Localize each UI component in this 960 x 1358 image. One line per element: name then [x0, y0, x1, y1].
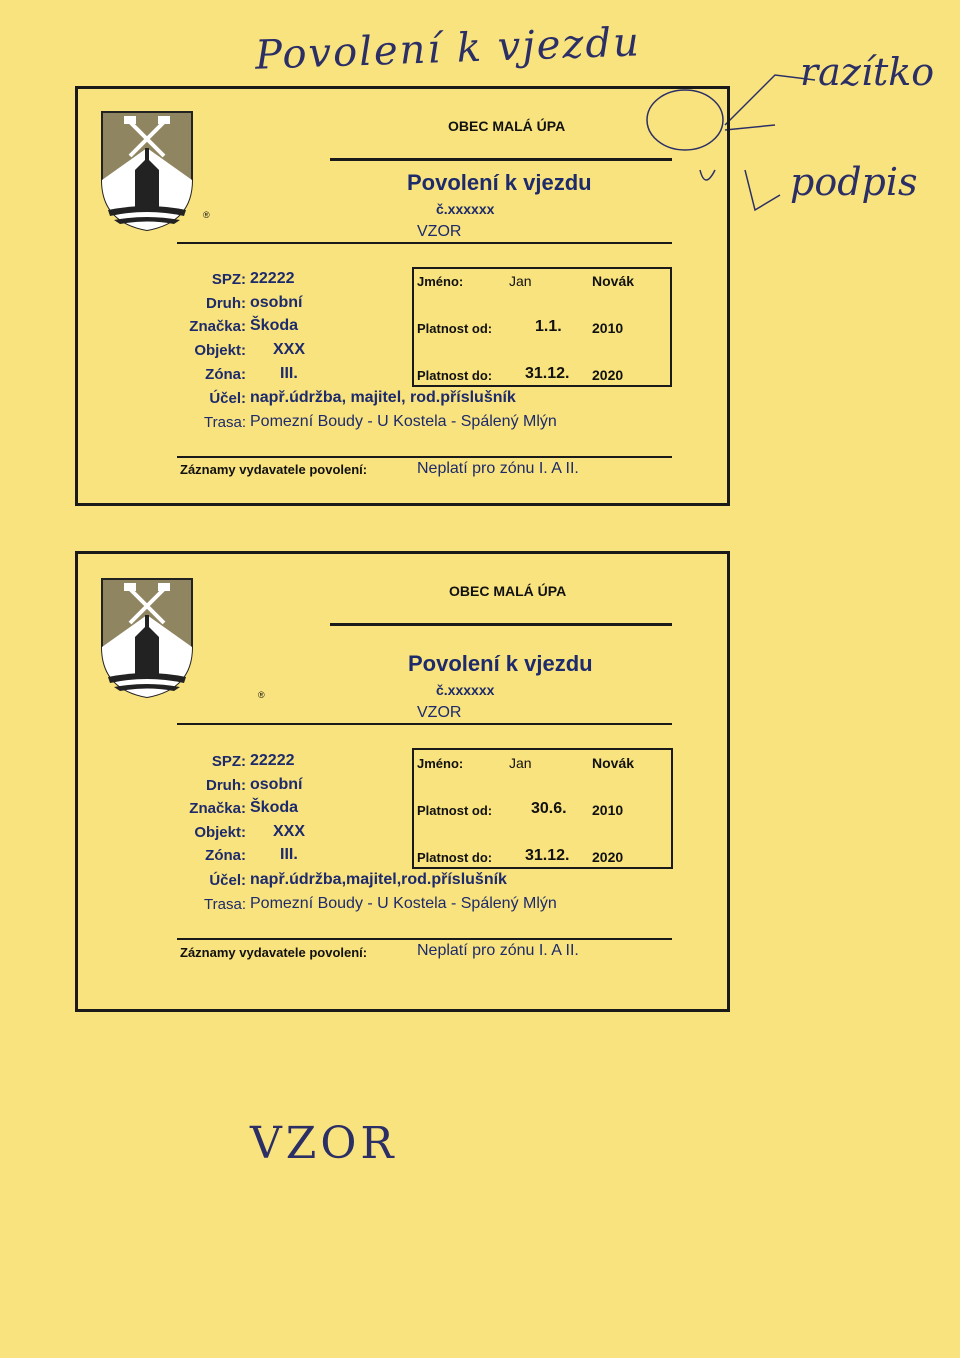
- title-rule: [177, 242, 672, 244]
- ucel-value: např.údržba, majitel, rod.příslušník: [250, 389, 516, 406]
- records-label: Záznamy vydavatele povolení:: [180, 462, 368, 477]
- permit-title: Povolení k vjezdu: [407, 170, 592, 195]
- registered-mark-icon: ®: [203, 210, 210, 220]
- valid-to-year: 2020: [592, 367, 624, 383]
- druh-label: Druh:: [206, 777, 246, 794]
- records-label: Záznamy vydavatele povolení:: [180, 945, 368, 960]
- znacka-value: Škoda: [250, 799, 299, 816]
- zona-value: III.: [280, 365, 298, 382]
- spz-label: SPZ:: [211, 753, 246, 770]
- znacka-label: Značka:: [189, 318, 246, 335]
- zone-note: Neplatí pro zónu I. A II.: [417, 460, 579, 477]
- trasa-label: Trasa:: [204, 896, 246, 913]
- ucel-label: Účel:: [209, 390, 246, 407]
- valid-from-date: 1.1.: [535, 318, 562, 335]
- handwritten-razitko: razítko: [800, 50, 935, 94]
- zone-note: Neplatí pro zónu I. A II.: [417, 942, 579, 959]
- spz-value: 22222: [250, 270, 295, 287]
- jmeno-label: Jméno:: [417, 756, 464, 771]
- permit-title: Povolení k vjezdu: [408, 651, 593, 676]
- records-rule: [177, 456, 672, 458]
- records-rule: [177, 938, 672, 940]
- trasa-value: Pomezní Boudy - U Kostela - Spálený Mlýn: [250, 895, 557, 912]
- spz-value: 22222: [250, 752, 295, 769]
- handwritten-podpis: podpis: [790, 160, 918, 204]
- valid-from-year: 2010: [592, 320, 624, 336]
- sample-label: VZOR: [417, 704, 462, 721]
- valid-from-year: 2010: [592, 802, 624, 818]
- valid-from-label: Platnost od:: [417, 321, 493, 336]
- objekt-label: Objekt:: [194, 342, 246, 359]
- jmeno-label: Jméno:: [417, 274, 464, 289]
- registered-mark-icon: ®: [258, 690, 265, 700]
- valid-from-label: Platnost od:: [417, 803, 493, 818]
- coat-of-arms-icon: [100, 110, 194, 232]
- znacka-value: Škoda: [250, 317, 299, 334]
- last-name: Novák: [592, 755, 635, 771]
- header-rule: [330, 158, 672, 161]
- valid-to-date: 31.12.: [525, 847, 570, 864]
- valid-to-label: Platnost do:: [417, 368, 493, 383]
- municipality-name: OBEC MALÁ ÚPA: [448, 118, 566, 134]
- ucel-value: např.údržba,majitel,rod.příslušník: [250, 871, 507, 888]
- title-rule: [177, 723, 672, 725]
- handwritten-vzor: VZOR: [250, 1118, 398, 1169]
- druh-label: Druh:: [206, 295, 246, 312]
- zona-value: III.: [280, 846, 298, 863]
- sample-label: VZOR: [417, 223, 462, 240]
- trasa-value: Pomezní Boudy - U Kostela - Spálený Mlýn: [250, 413, 557, 430]
- druh-value: osobní: [250, 776, 303, 793]
- znacka-label: Značka:: [189, 800, 246, 817]
- spz-label: SPZ:: [211, 271, 246, 288]
- zona-label: Zóna:: [205, 366, 246, 383]
- municipality-name: OBEC MALÁ ÚPA: [449, 583, 567, 599]
- trasa-label: Trasa:: [204, 414, 246, 431]
- permit-number: č.xxxxxx: [436, 682, 495, 698]
- last-name: Novák: [592, 273, 635, 289]
- permit-number: č.xxxxxx: [436, 201, 495, 217]
- coat-of-arms-icon: [100, 577, 194, 699]
- ucel-label: Účel:: [209, 872, 246, 889]
- objekt-value: XXX: [273, 341, 306, 358]
- zona-label: Zóna:: [205, 847, 246, 864]
- valid-to-label: Platnost do:: [417, 850, 493, 865]
- objekt-value: XXX: [273, 823, 306, 840]
- handwritten-title: Povolení k vjezdu: [254, 19, 642, 79]
- valid-from-date: 30.6.: [531, 800, 567, 817]
- druh-value: osobní: [250, 294, 303, 311]
- objekt-label: Objekt:: [194, 824, 246, 841]
- first-name: Jan: [509, 755, 532, 771]
- first-name: Jan: [509, 273, 532, 289]
- header-rule: [330, 623, 672, 626]
- valid-to-year: 2020: [592, 849, 624, 865]
- valid-to-date: 31.12.: [525, 365, 570, 382]
